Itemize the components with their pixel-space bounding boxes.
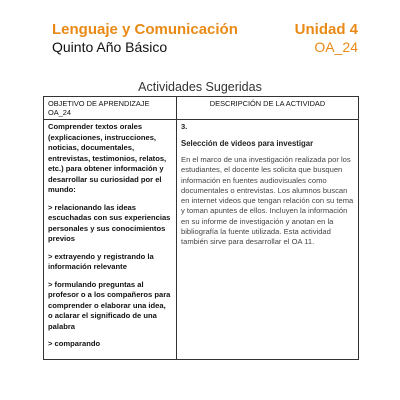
activities-table: [43, 96, 359, 360]
section-title: Actividades Sugeridas: [138, 80, 262, 94]
objective-column-header: OBJETIVO DE APRENDIZAJE OA_24: [44, 97, 177, 120]
activity-number: 3.: [181, 122, 188, 131]
unit-label: Unidad 4: [294, 21, 358, 38]
description-column-header: DESCRIPCIÓN DE LA ACTIVIDAD: [177, 97, 359, 120]
table-header-row: [44, 97, 359, 120]
objective-point: > comparando: [48, 339, 101, 348]
objective-intro: Comprender textos orales (explicaciones, instrucciones, noticias, documentales, entrevistas, testimonios, relatos, etc.) para obtener información y desarrollar su curiosidad por el mundo:: [48, 122, 167, 194]
header-left: [52, 22, 238, 55]
objective-point: > relacionando las ideas escuchadas con sus experiencias personales y sus conocimientos previos: [48, 202, 171, 243]
activity-title: Selección de videos para investigar: [181, 138, 314, 148]
page-header: [52, 22, 358, 56]
objective-point: > extrayendo y registrando la información relevante: [48, 251, 154, 271]
description-cell: [177, 120, 359, 360]
subject-title: Lenguaje y Comunicación: [52, 21, 238, 38]
objective-cell: [44, 120, 177, 360]
activity-description: En el marco de una investigación realizada por los estudiantes, el docente les solicita que busquen información en fuentes audiovisuales como documentales o entrevistas. Los alumnos buscan en internet videos que tengan relación con su tema y toman apuntes de ellos. Incluyen la información en su informe de investigación y anotan en la bibliografía la fuente utilizada. Esta actividad también sirve para desarrollar el OA 11.: [181, 155, 354, 247]
header-right: [295, 22, 358, 55]
objective-point: > formulando preguntas al profesor o a los compañeros para comprender o elaborar una idea, o aclarar el significado de una palabra: [48, 279, 171, 331]
table-row: [44, 120, 359, 360]
objective-code: OA_24: [314, 39, 358, 55]
grade-level: Quinto Año Básico: [52, 39, 168, 55]
